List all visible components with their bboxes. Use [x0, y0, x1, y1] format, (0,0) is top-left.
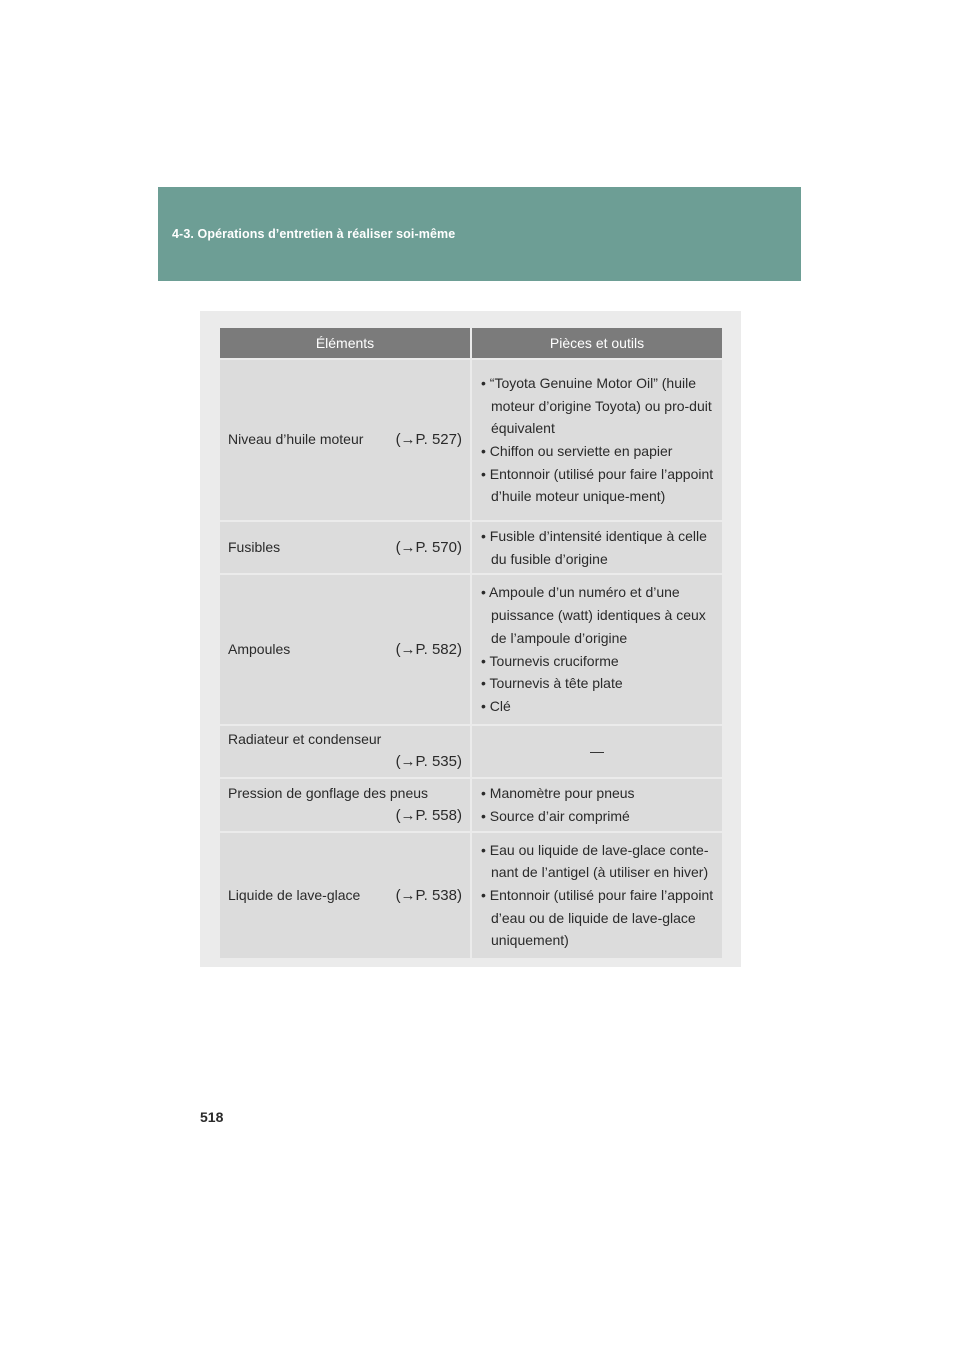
list-item: • Ampoule d’un numéro et d’une puissance (watt) identiques à ceux de l’ampoule d’origine [481, 581, 716, 649]
no-tools-dash: — [471, 725, 722, 778]
table-row [220, 725, 722, 778]
tools-list [472, 833, 722, 959]
section-header-bar [158, 187, 801, 281]
list-item: • Entonnoir (utilisé pour faire l’appoint d’eau ou de liquide de lave-glace uniquement) [481, 884, 716, 952]
tools-list [472, 366, 722, 514]
table-row [220, 574, 722, 724]
item-label: Radiateur et condenseur [228, 731, 382, 748]
item-cell [220, 782, 470, 827]
list-item: • Tournevis à tête plate [481, 672, 716, 695]
item-cell [220, 638, 470, 662]
page-number: 518 [200, 1109, 224, 1125]
item-label: Fusibles [228, 538, 281, 555]
page-reference: (→P. 558) [395, 806, 462, 824]
item-label: Ampoules [228, 640, 291, 657]
maintenance-table-panel [200, 311, 741, 967]
maintenance-table [220, 328, 722, 958]
list-item: • Source d’air comprimé [481, 805, 716, 828]
list-item: • Fusible d’intensité identique à celle du fusible d’origine [481, 525, 716, 570]
list-item: • Manomètre pour pneus [481, 782, 716, 805]
item-cell [220, 728, 470, 773]
list-item: • “Toyota Genuine Motor Oil” (huile moteur d’origine Toyota) ou pro-duit équivalent [481, 372, 716, 440]
table-row [220, 521, 722, 574]
column-header-items: Éléments [220, 328, 471, 359]
item-label: Niveau d’huile moteur [228, 431, 364, 448]
list-item: • Tournevis cruciforme [481, 650, 716, 673]
list-item: • Chiffon ou serviette en papier [481, 440, 716, 463]
tools-list [472, 522, 722, 573]
tools-list [472, 575, 722, 723]
list-item: • Entonnoir (utilisé pour faire l’appoint d’huile moteur unique-ment) [481, 463, 716, 508]
column-header-parts-tools: Pièces et outils [471, 328, 722, 359]
list-item: • Eau ou liquide de lave-glace conte-nant de l’antigel (à utiliser en hiver) [481, 839, 716, 884]
table-row [220, 832, 722, 959]
item-cell [220, 536, 470, 560]
section-title: 4-3. Opérations d’entretien à réaliser soi-même [172, 227, 456, 241]
table-row [220, 778, 722, 832]
page-reference: (→P. 582) [395, 640, 462, 658]
page-reference: (→P. 527) [395, 431, 462, 449]
page-reference: (→P. 535) [395, 753, 462, 771]
table-row [220, 359, 722, 521]
tools-list [472, 779, 722, 830]
item-label: Pression de gonflage des pneus [228, 784, 429, 801]
item-cell [220, 428, 470, 452]
page-reference: (→P. 538) [395, 886, 462, 904]
list-item: • Clé [481, 695, 716, 718]
item-label: Liquide de lave-glace [228, 886, 361, 903]
item-cell [220, 884, 470, 908]
page-reference: (→P. 570) [395, 538, 462, 556]
table-header-row [220, 328, 722, 359]
